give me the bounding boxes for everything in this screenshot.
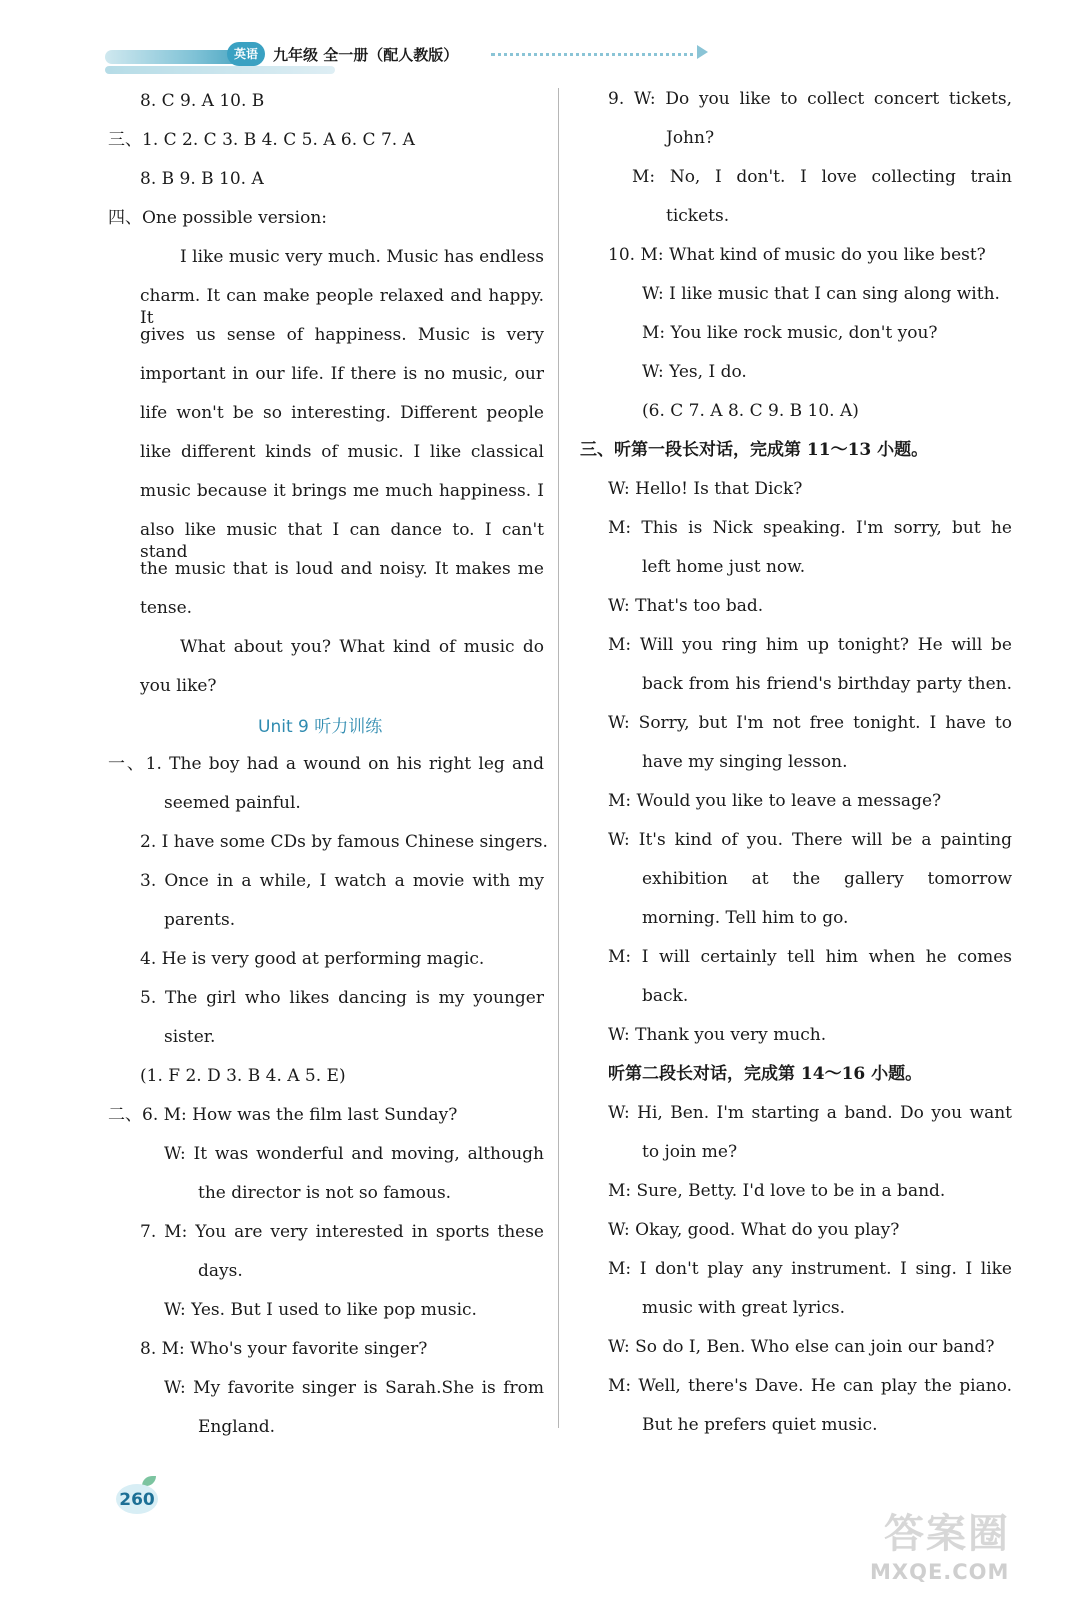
transcript-line: M: This is Nick speaking. I'm sorry, but he [608, 518, 1012, 538]
transcript-line: back from his friend's birthday party then. [642, 674, 1012, 694]
transcript-line: M: I will certainly tell him when he comes [608, 947, 1012, 967]
essay-line: I like music very much. Music has endless [180, 247, 544, 267]
header-dotted-line [491, 53, 701, 56]
header-decor-wave [105, 66, 335, 74]
essay-line: music because it brings me much happiness. I [140, 481, 544, 501]
answer-line: 三、1. C 2. C 3. B 4. C 5. A 6. C 7. A [108, 130, 415, 150]
transcript-line: England. [198, 1417, 276, 1437]
transcript-line: W: Hi, Ben. I'm starting a band. Do you want [608, 1103, 1012, 1123]
transcript-line: M: You like rock music, don't you? [642, 323, 938, 343]
transcript-line: W: Hello! Is that Dick? [608, 479, 803, 499]
column-divider [558, 88, 559, 1428]
section-heading: 四、One possible version: [108, 208, 327, 228]
transcript-line: exhibition at the gallery tomorrow [642, 869, 1012, 889]
essay-line: the music that is loud and noisy. It makes me [140, 559, 544, 579]
essay-line: also like music that I can dance to. I can't stand [140, 520, 544, 562]
transcript-line: 3. Once in a while, I watch a movie with my [140, 871, 544, 891]
transcript-line: But he prefers quiet music. [642, 1415, 878, 1435]
transcript-line: W: It was wonderful and moving, although [164, 1144, 544, 1164]
transcript-line: John? [666, 128, 715, 148]
transcript-line: W: Yes. But I used to like pop music. [164, 1300, 477, 1320]
section-heading: 听第二段长对话，完成第 14～16 小题。 [608, 1064, 923, 1084]
transcript-line: W: So do I, Ben. Who else can join our band? [608, 1337, 995, 1357]
transcript-line: 一、1. The boy had a wound on his right leg and [108, 754, 544, 774]
transcript-line: 7. M: You are very interested in sports these [140, 1222, 544, 1242]
transcript-line: 二、6. M: How was the film last Sunday? [108, 1105, 458, 1125]
transcript-line: 4. He is very good at performing magic. [140, 949, 485, 969]
transcript-line: M: No, I don't. I love collecting train [632, 167, 1012, 187]
unit-title: Unit 9 听力训练 [258, 717, 383, 737]
transcript-line: M: Would you like to leave a message? [608, 791, 942, 811]
arrow-right-icon [697, 45, 708, 59]
transcript-line: 9. W: Do you like to collect concert tickets, [608, 89, 1012, 109]
transcript-line: W: Thank you very much. [608, 1025, 827, 1045]
transcript-line: tickets. [666, 206, 730, 226]
watermark-logo: 答案圈 [884, 1511, 1010, 1557]
transcript-line: M: I don't play any instrument. I sing. I like [608, 1259, 1012, 1279]
transcript-line: M: Sure, Betty. I'd love to be in a band. [608, 1181, 946, 1201]
transcript-line: W: That's too bad. [608, 596, 764, 616]
transcript-line: back. [642, 986, 689, 1006]
answer-line: 8. B 9. B 10. A [140, 169, 264, 189]
subject-badge: 英语 [227, 42, 265, 66]
transcript-line: parents. [164, 910, 236, 930]
transcript-line: 8. M: Who's your favorite singer? [140, 1339, 428, 1359]
essay-line: important in our life. If there is no music, our [140, 364, 544, 384]
transcript-line: W: I like music that I can sing along with. [642, 284, 1000, 304]
transcript-line: M: Will you ring him up tonight? He will be [608, 635, 1012, 655]
transcript-line: M: Well, there's Dave. He can play the piano. [608, 1376, 1012, 1396]
transcript-line: 5. The girl who likes dancing is my younger [140, 988, 544, 1008]
transcript-line: to join me? [642, 1142, 738, 1162]
transcript-line: 10. M: What kind of music do you like best? [608, 245, 986, 265]
answer-line: (6. C 7. A 8. C 9. B 10. A) [642, 401, 859, 421]
essay-line: What about you? What kind of music do [180, 637, 544, 657]
transcript-line: seemed painful. [164, 793, 301, 813]
essay-line: like different kinds of music. I like classical [140, 442, 544, 462]
watermark-url: MXQE.COM [870, 1560, 1010, 1584]
essay-line: you like? [140, 676, 217, 696]
transcript-line: W: It's kind of you. There will be a painting [608, 830, 1012, 850]
transcript-line: sister. [164, 1027, 216, 1047]
book-title: 九年级 全一册（配人教版） [273, 46, 459, 64]
watermark [870, 1506, 1030, 1590]
essay-line: tense. [140, 598, 193, 618]
essay-line: charm. It can make people relaxed and happy. It [140, 286, 544, 328]
transcript-line: morning. Tell him to go. [642, 908, 849, 928]
transcript-line: W: Yes, I do. [642, 362, 747, 382]
transcript-line: the director is not so famous. [198, 1183, 452, 1203]
transcript-line: W: Sorry, but I'm not free tonight. I have to [608, 713, 1012, 733]
transcript-line: W: Okay, good. What do you play? [608, 1220, 900, 1240]
transcript-line: music with great lyrics. [642, 1298, 846, 1318]
transcript-line: have my singing lesson. [642, 752, 848, 772]
page-number: 260 [116, 1484, 158, 1514]
essay-line: life won't be so interesting. Different people [140, 403, 544, 423]
essay-line: gives us sense of happiness. Music is very [140, 325, 544, 345]
transcript-line: days. [198, 1261, 243, 1281]
answer-line: (1. F 2. D 3. B 4. A 5. E) [140, 1066, 346, 1086]
transcript-line: left home just now. [642, 557, 806, 577]
page-header [105, 36, 715, 76]
answer-line: 8. C 9. A 10. B [140, 91, 265, 111]
transcript-line: 2. I have some CDs by famous Chinese singers. [140, 832, 548, 852]
section-heading: 三、听第一段长对话，完成第 11～13 小题。 [580, 440, 929, 460]
transcript-line: W: My favorite singer is Sarah.She is from [164, 1378, 544, 1398]
